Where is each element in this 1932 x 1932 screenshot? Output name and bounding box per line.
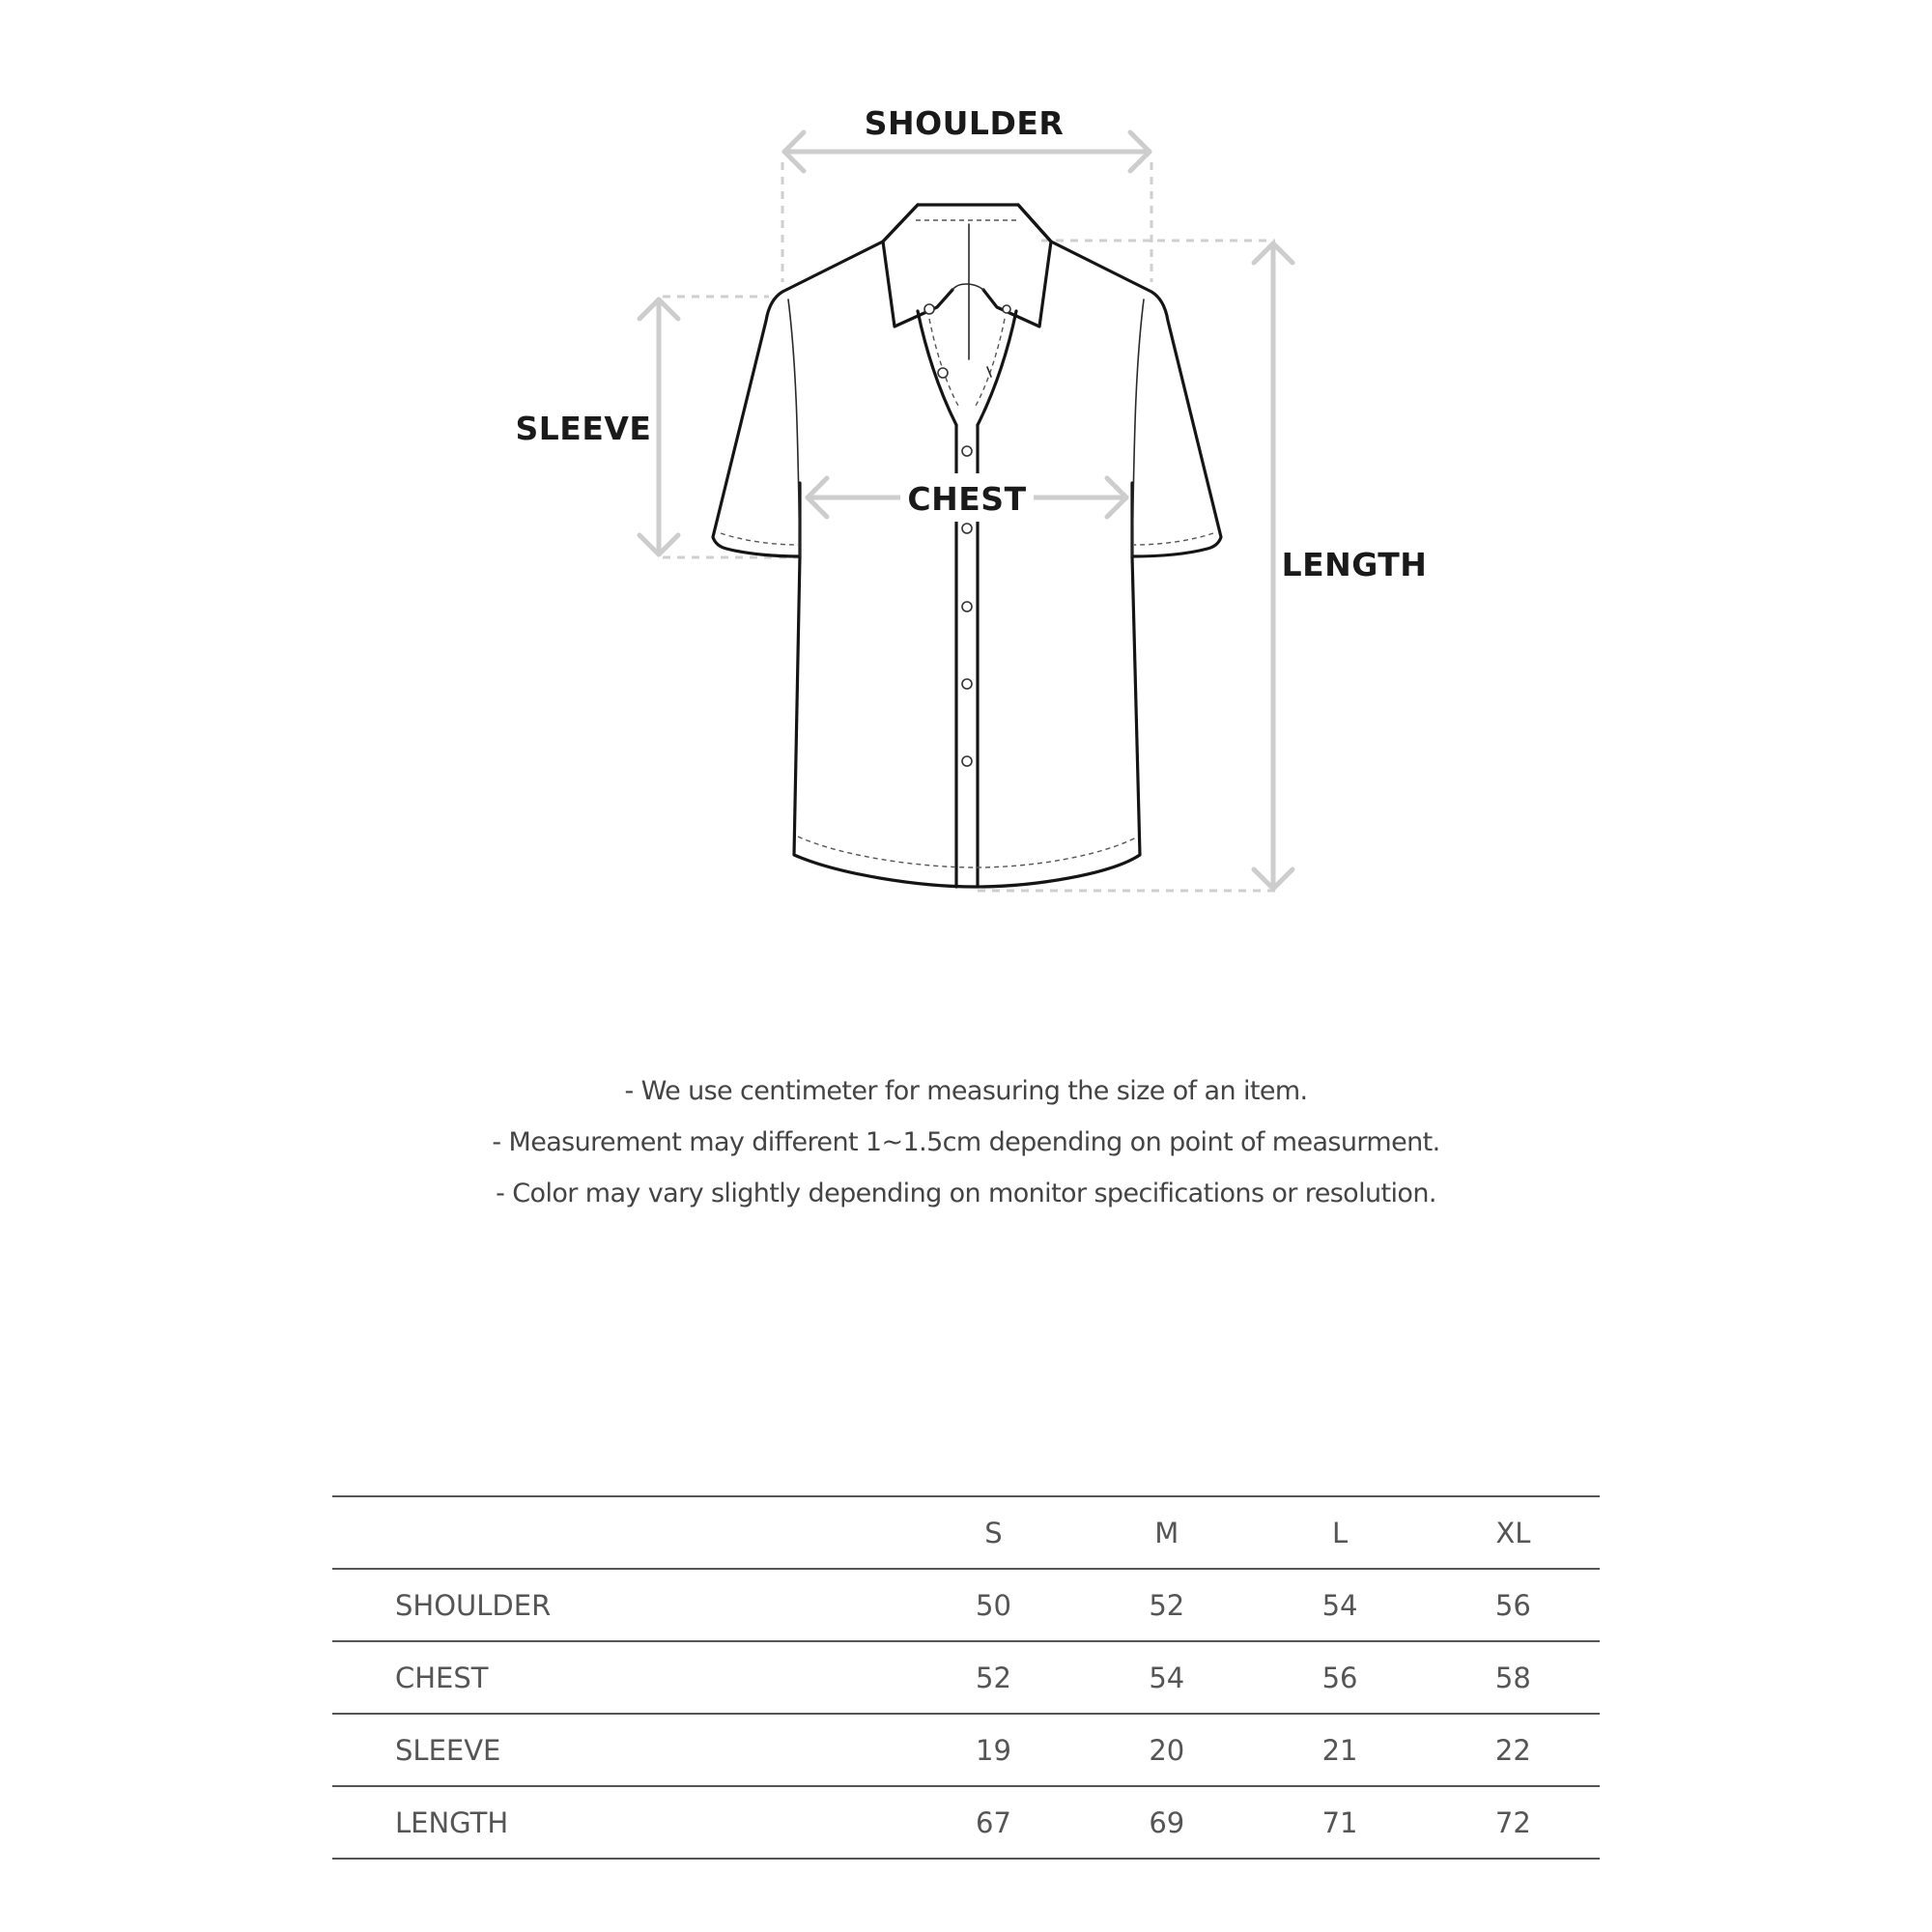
row-label: LENGTH [332,1786,907,1859]
table-cell: 69 [1080,1786,1253,1859]
note-line: - Color may vary slightly depending on monitor specifications or resolution. [496,1179,1436,1208]
table-cell: 52 [907,1641,1080,1714]
table-cell: 67 [907,1786,1080,1859]
table-row [332,1714,1600,1786]
table-cell: 54 [1253,1569,1426,1641]
table-cell: 58 [1427,1641,1600,1714]
header-cell-xl: XL [1427,1496,1600,1569]
table-row [332,1641,1600,1714]
shirt-illustration [713,205,1221,887]
size-chart-table [332,1495,1600,1860]
table-cell: 50 [907,1569,1080,1641]
measurement-notes [0,1065,1932,1219]
table-cell: 54 [1080,1641,1253,1714]
table-cell: 21 [1253,1714,1426,1786]
length-label: LENGTH [1281,546,1428,583]
header-cell [332,1496,907,1569]
shoulder-label: SHOULDER [864,104,1065,142]
chest-label: CHEST [907,480,1027,518]
table-row [332,1569,1600,1641]
table-header-row [332,1496,1600,1569]
sleeve-label: SLEEVE [515,410,652,447]
row-label: SLEEVE [332,1714,907,1786]
table-cell: 22 [1427,1714,1600,1786]
collar-outline [883,205,1051,242]
header-cell-l: L [1253,1496,1426,1569]
table-cell: 72 [1427,1786,1600,1859]
row-label: SHOULDER [332,1569,907,1641]
note-line: - Measurement may different 1~1.5cm depending on point of measurment. [492,1127,1440,1157]
note-line: - We use centimeter for measuring the size of an item. [624,1076,1308,1106]
row-label: CHEST [332,1641,907,1714]
header-cell-s: S [907,1496,1080,1569]
table-cell: 52 [1080,1569,1253,1641]
table-cell: 56 [1253,1641,1426,1714]
table-cell: 56 [1427,1569,1600,1641]
table-cell: 71 [1253,1786,1426,1859]
table-cell: 20 [1080,1714,1253,1786]
table-row [332,1786,1600,1859]
header-cell-m: M [1080,1496,1253,1569]
table-cell: 19 [907,1714,1080,1786]
left-sleeve-outline [713,242,883,556]
